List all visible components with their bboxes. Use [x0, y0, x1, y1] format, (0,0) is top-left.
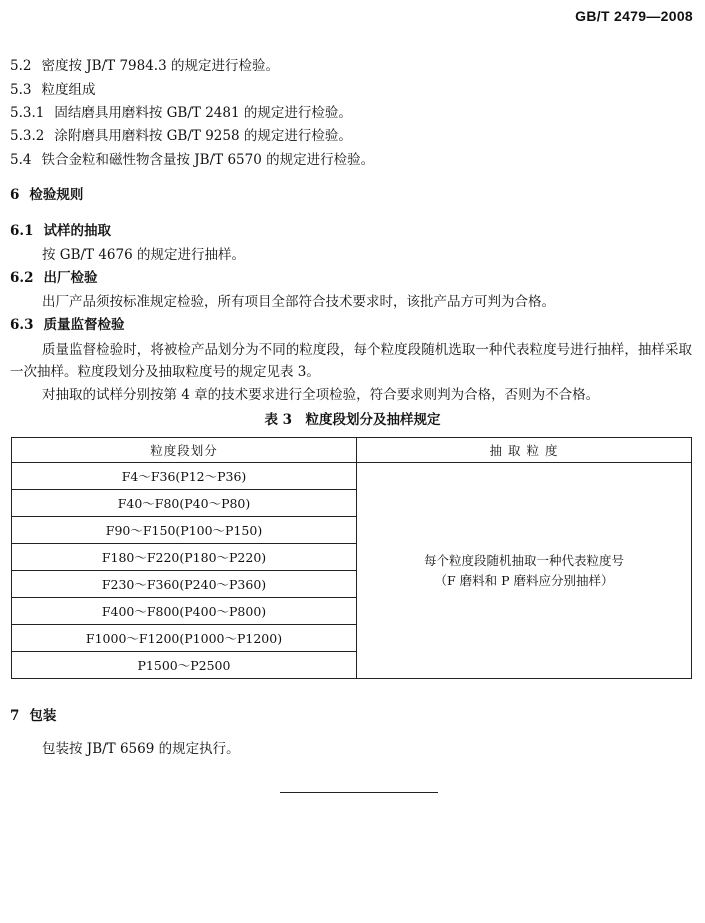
section-number: 7 [10, 708, 20, 724]
clause-number: 5.3 [10, 82, 32, 98]
grit-range-cell: F40～F80(P40～P80) [12, 490, 357, 517]
clause-6-1-text: 按 GB/T 4676 的规定进行抽样。 [42, 247, 245, 263]
clause-5-2 [10, 57, 693, 75]
clause-6-3-heading [10, 316, 693, 334]
grit-range-cell: F230～F360(P240～P360) [12, 571, 357, 598]
sampling-rule-cell [357, 463, 692, 679]
section-7-heading [10, 707, 693, 725]
clause-title: 出厂检验 [43, 270, 98, 286]
clause-number: 5.4 [10, 152, 32, 168]
grit-range-cell: F1000～F1200(P1000～P1200) [12, 625, 357, 652]
clause-number: 6.3 [10, 317, 34, 333]
clause-5-3 [10, 81, 693, 99]
section-number: 6 [10, 187, 20, 203]
clause-6-2-text: 出厂产品须按标准规定检验，所有项目全部符合技术要求时，该批产品方可判为合格。 [42, 294, 555, 310]
clause-text: 铁合金粒和磁性物含量按 JB/T 6570 的规定进行检验。 [41, 152, 375, 168]
clause-number: 6.2 [10, 270, 34, 286]
clause-title: 质量监督检验 [43, 317, 125, 333]
clause-6-3-paragraph-1: 质量监督检验时，将被检产品划分为不同的粒度段，每个粒度段随机选取一种代表粒度号进行抽样，抽样采取一次抽样。粒度段划分及抽取粒度号的规定见表 3。 [10, 342, 692, 380]
grit-range-cell: F180～F220(P180～P220) [12, 544, 357, 571]
clause-number: 5.2 [10, 58, 32, 74]
clause-5-4 [10, 151, 693, 169]
clause-number: 5.3.1 [10, 105, 45, 121]
section-title: 检验规则 [29, 187, 84, 203]
clause-number: 6.1 [10, 223, 34, 239]
grit-range-cell: F4～F36(P12～P36) [12, 463, 357, 490]
clause-6-3-paragraph-2: 对抽取的试样分别按第 4 章的技术要求进行全项检验，符合要求则判为合格，否则为不合格。 [42, 387, 600, 403]
clause-6-1-heading [10, 222, 693, 240]
clause-number: 5.3.2 [10, 128, 45, 144]
sampling-rule-line-2: （F 磨料和 P 磨料应分别抽样） [434, 572, 614, 588]
section-title: 包装 [29, 708, 57, 724]
clause-5-3-1 [10, 104, 693, 122]
clause-6-2-heading [10, 269, 693, 287]
grit-range-cell: P1500～P2500 [12, 652, 357, 679]
end-rule-divider [280, 792, 438, 793]
clause-text: 粒度组成 [41, 82, 96, 98]
clause-text: 涂附磨具用磨料按 GB/T 9258 的规定进行检验。 [54, 128, 352, 144]
clause-text: 密度按 JB/T 7984.3 的规定进行检验。 [41, 58, 279, 74]
grit-range-cell: F90～F150(P100～P150) [12, 517, 357, 544]
clause-text: 固结磨具用磨料按 GB/T 2481 的规定进行检验。 [54, 105, 352, 121]
sampling-rule-line-1: 每个粒度段随机抽取一种代表粒度号 [423, 552, 624, 568]
clause-5-3-2 [10, 127, 693, 145]
table-row [12, 463, 692, 490]
grit-range-cell: F400～F800(P400～P800) [12, 598, 357, 625]
table-3 [11, 437, 692, 679]
header-sampling-grit: 抽 取 粒 度 [357, 438, 692, 463]
clause-title: 试样的抽取 [43, 223, 111, 239]
header-grit-range: 粒度段划分 [12, 438, 357, 463]
table-header-row [12, 438, 692, 463]
table-3-caption: 表 3 粒度段划分及抽样规定 [264, 412, 441, 428]
section-6-heading [10, 186, 693, 204]
section-7-text: 包装按 JB/T 6569 的规定执行。 [42, 741, 240, 757]
standard-number: GB/T 2479—2008 [575, 8, 693, 24]
